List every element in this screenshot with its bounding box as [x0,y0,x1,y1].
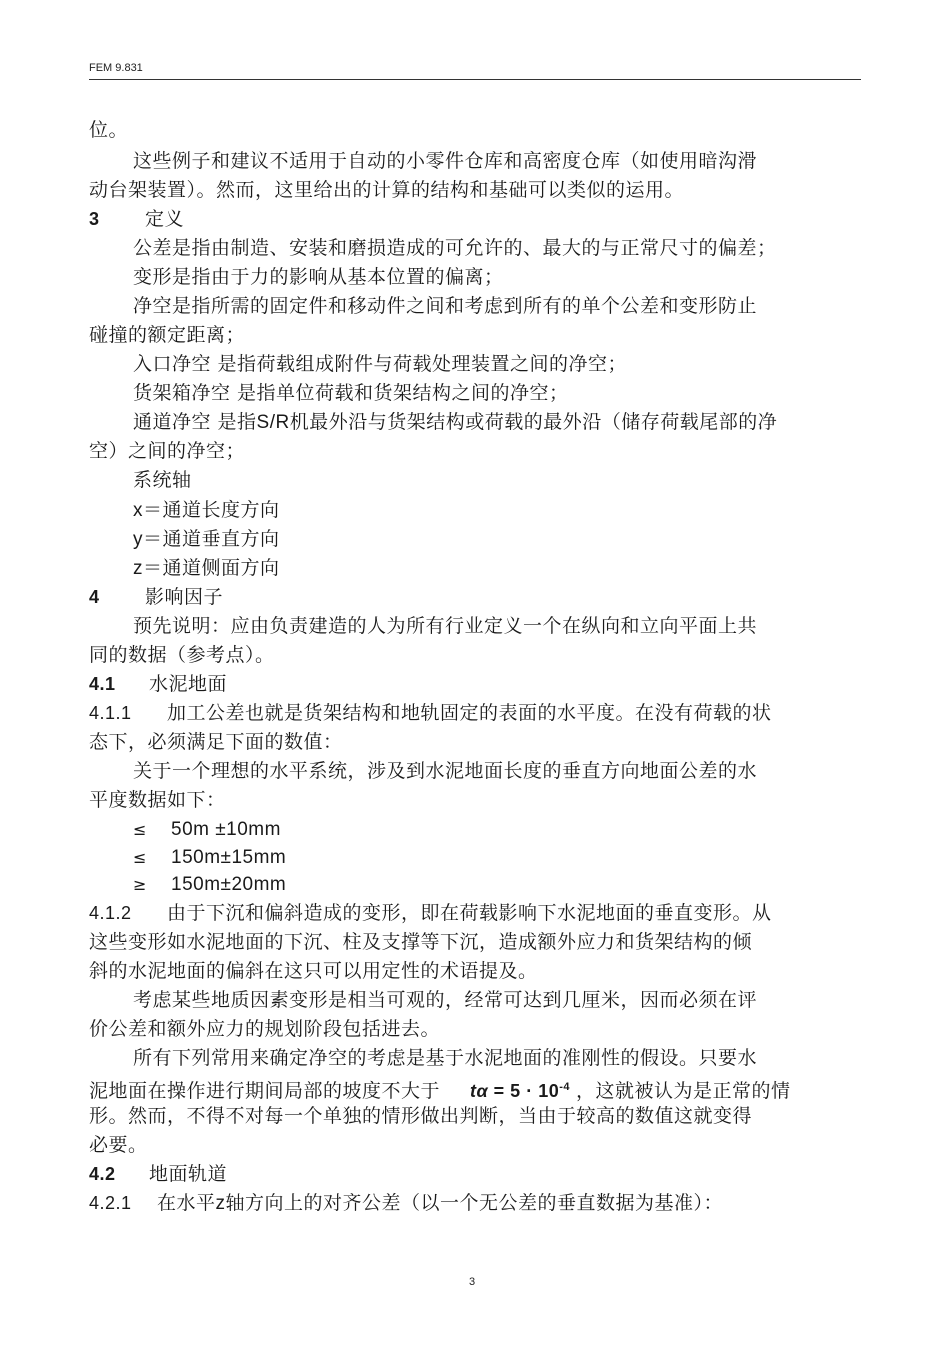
subsection-4-2-1 [89,1191,723,1216]
section-number: 4 [89,587,100,607]
paragraph-line: 位。 [89,119,129,141]
axis-description: ＝通道垂直方向 [143,528,280,550]
tolerance-value: 50m ±10mm [171,819,281,840]
axis-line [133,556,280,581]
definition-line: 公差是指由制造、安装和磨损造成的可允许的、最大的与正常尺寸的偏差； [133,237,777,259]
subsection-number: 4.2.1 [89,1193,132,1213]
section-heading-3 [89,207,184,231]
axis-description: ＝通道侧面方向 [143,557,280,579]
section-title: 定义 [145,208,185,230]
definition-line: 货架箱净空 是指单位荷载和货架结构之间的净空； [133,382,569,404]
definition-line: 净空是指所需的固定件和移动件之间和考虑到所有的单个公差和变形防止 [133,295,758,317]
axis-line [133,527,280,552]
section-title: 地面轨道 [149,1163,228,1185]
paragraph-line-with-formula [89,1075,791,1103]
document-id: FEM 9.831 [89,62,143,74]
axis-line [133,498,280,523]
paragraph-line: 同的数据（参考点）。 [89,644,275,666]
section-number: 3 [89,209,100,229]
definition-line: 空）之间的净空； [89,440,246,462]
axis-variable: y [133,529,143,550]
axis-variable: x [133,500,143,521]
subsection-text: 由于下沉和偏斜造成的变形，即在荷载影响下水泥地面的垂直变形。从 [167,902,772,924]
paragraph-line: 斜的水泥地面的偏斜在这只可以用定性的术语提及。 [89,960,538,982]
text-run: 在水平 [157,1192,216,1214]
definition-line: 变形是指由于力的影响从基本位置的偏离； [133,266,504,288]
formula-value: = 5 · 10 [488,1081,560,1101]
formula-exponent: -4 [559,1081,570,1093]
text-run: 通道净空 是指 [133,411,257,433]
definition-line: 入口净空 是指荷载组成附件与荷载处理装置之间的净空； [133,353,628,375]
axis-description: ＝通道长度方向 [143,499,280,521]
formula-tangent: tα [470,1081,489,1101]
text-run: S/R [256,412,290,433]
section-heading-4-2 [89,1162,227,1186]
paragraph-line: 必要。 [89,1134,148,1156]
paragraph-line: 这些例子和建议不适用于自动的小零件仓库和高密度仓库（如使用暗沟滑 [133,150,758,172]
definition-line [133,410,777,435]
subsection-number: 4.1.1 [89,703,132,723]
section-title: 水泥地面 [149,673,228,695]
paragraph-line: 考虑某些地质因素变形是相当可观的，经常可达到几厘米，因而必须在评 [133,989,758,1011]
paragraph-line: 态下，必须满足下面的数值： [89,731,343,753]
section-heading-4 [89,585,223,609]
page-number: 3 [469,1276,476,1288]
subsection-number: 4.1.2 [89,903,132,923]
section-number: 4.2 [89,1164,116,1184]
slope-formula [470,1075,570,1103]
paragraph-line: 关于一个理想的水平系统，涉及到水泥地面长度的垂直方向地面公差的水 [133,760,758,782]
text-run: ，这就被认为是正常的情 [576,1080,791,1102]
paragraph-line: 这些变形如水泥地面的下沉、柱及支撑等下沉，造成额外应力和货架结构的倾 [89,931,753,953]
subsection-text: 加工公差也就是货架结构和地轨固定的表面的水平度。在没有荷载的状 [167,702,772,724]
paragraph-line: 所有下列常用来确定净空的考虑是基于水泥地面的准刚性的假设。只要水 [133,1047,758,1069]
paragraph-line: 平度数据如下： [89,789,226,811]
tolerance-item [133,845,286,870]
comparison-symbol: ≤ [133,820,147,839]
tolerance-item [133,872,286,897]
axis-variable: z [215,1193,226,1214]
axis-variable: z [133,558,143,579]
definition-line: 碰撞的额定距离； [89,324,246,346]
tolerance-item [133,817,281,842]
tolerance-value: 150m±15mm [171,847,287,868]
text-run: 机最外沿与货架结构或荷载的最外沿（储存荷载尾部的净 [289,411,778,433]
subsection-4-1-2 [89,901,772,925]
paragraph-line: 预先说明：应由负责建造的人为所有行业定义一个在纵向和立向平面上共 [133,615,758,637]
paragraph-line: 价公差和额外应力的规划阶段包括进去。 [89,1018,441,1040]
section-title: 影响因子 [145,586,224,608]
axis-heading: 系统轴 [133,469,192,491]
section-number: 4.1 [89,674,116,694]
paragraph-line: 动台架装置）。然而，这里给出的计算的结构和基础可以类似的运用。 [89,179,685,201]
comparison-symbol: ≤ [133,848,147,867]
comparison-symbol: ≥ [133,875,147,894]
tolerance-value: 150m±20mm [171,874,287,895]
section-heading-4-1 [89,672,227,696]
text-run: 轴方向上的对齐公差（以一个无公差的垂直数据为基准）： [225,1192,724,1214]
subsection-4-1-1 [89,701,772,725]
text-run: 泥地面在操作进行期间局部的坡度不大于 [89,1080,441,1102]
paragraph-line: 形。然而，不得不对每一个单独的情形做出判断，当由于较高的数值这就变得 [89,1105,753,1127]
